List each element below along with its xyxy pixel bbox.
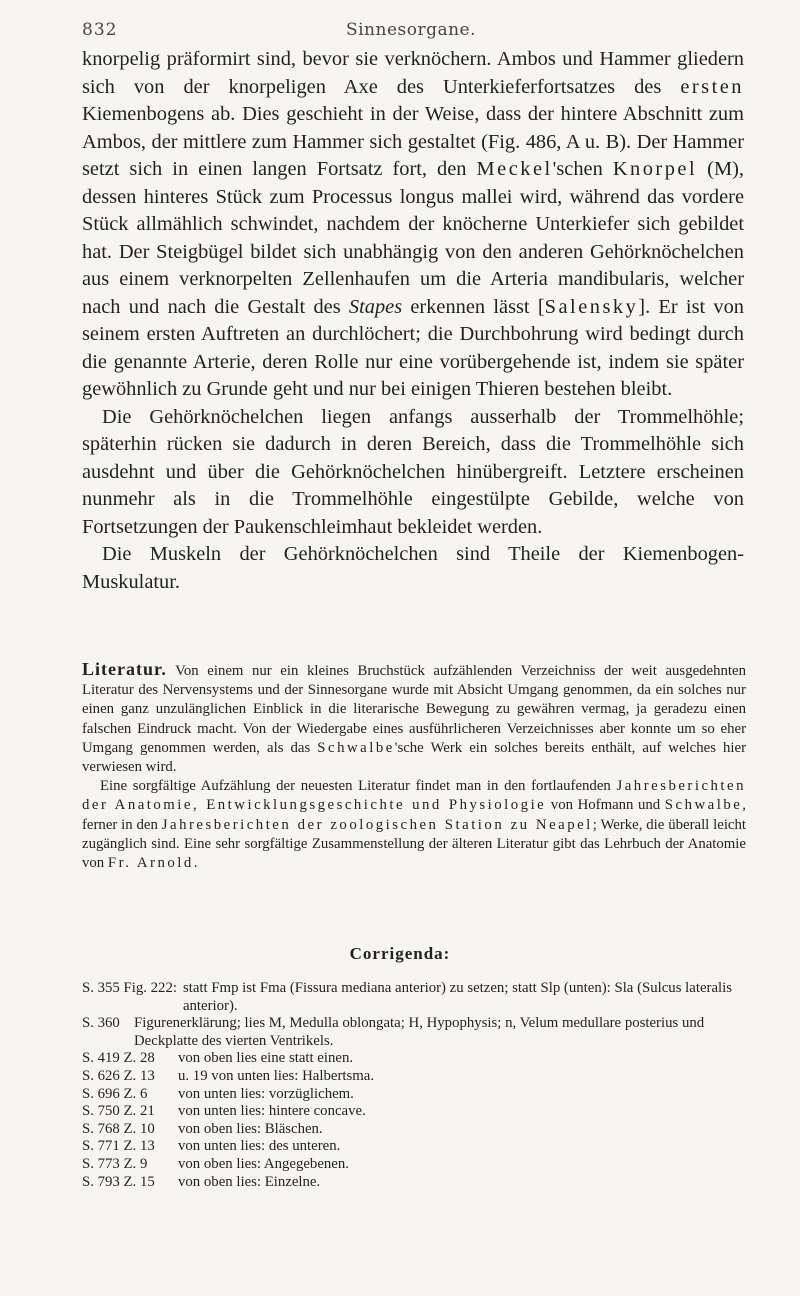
corrigenda-entry: S. 773 Z. 9 von oben lies: Angegebenen. <box>82 1155 349 1172</box>
corrigenda-entry: S. 355 Fig. 222: statt Fmp ist Fma (Fissura mediana anterior) zu setzen; statt Slp (unten): Sla (Sulcus lateralis anterior). <box>82 980 732 1014</box>
paragraph-2: Die Gehörknöchelchen liegen anfangs ausserhalb der Trommelhöhle; späterhin rücken sie dadurch in deren Bereich, dass die Trommelhöhle sich ausdehnt und über die Gehörknöchelchen hinübergreift. Letztere erscheinen nunmehr als in die Trommelhöhle eingestülpte Gebilde, welche von Fortsetzungen der Paukenschleimhaut bekleidet werden. <box>82 405 744 538</box>
corrigenda-entry: S. 626 Z. 13 u. 19 von unten lies: Halbertsma. <box>82 1067 375 1084</box>
corrigenda-list <box>82 980 746 1191</box>
corrigenda-entry: S. 696 Z. 6 von unten lies: vorzüglichem. <box>82 1085 354 1102</box>
literatur-heading: Literatur. <box>82 659 167 679</box>
page-number: 832 <box>82 20 118 40</box>
literatur-paragraph-1: Literatur. Von einem nur ein kleines Bruchstück aufzählenden Verzeichniss der weit ausgedehnten Literatur des Nervensystems und der Sinnesorgane wurde mit Absicht Umgang genommen, da ein solches nur einen ganz unzulänglichen Einblick in die literarische Bewegung zu gewähren vermag, ja geradezu einen falschen Eindruck macht. Von der Wiedergabe eines ausführlicheren Verzeichnisses aber konnte um so eher Umgang genommen werden, als das Schwalbe'sche Werk ein solches bereits enthält, auf welches hier verwiesen wird. <box>82 659 746 776</box>
paragraph-1: knorpelig präformirt sind, bevor sie verknöchern. Ambos und Hammer gliedern sich von der knorpeligen Axe des Unterkieferfortsatzes des ersten Kiemenbogens ab. Dies geschieht in der Weise, dass der hintere Abschnitt zum Ambos, der mittlere zum Hammer sich gestaltet (Fig. 486, A u. B). Der Hammer setzt sich in einen langen Fortsatz fort, den Meckel'schen Knorpel (M), dessen hinteres Stück zum Processus longus mallei wird, während das vordere Stück allmählich schwindet, nachdem der knöcherne Unterkiefer sich gebildet hat. Der Steigbügel bildet sich unabhängig von den anderen Gehörknöchelchen aus einem verknorpelten Zellenhaufen um die Arteria mandibularis, welcher nach und nach die Gestalt des Stapes erkennen lässt [Salensky]. Er ist von seinem ersten Auftreten an durchlöchert; die Durchbohrung wird bedingt durch die genannte Arterie, deren Rolle nur eine vorübergehende ist, indem sie später gewöhnlich zu Grunde geht und nur bei einigen Thieren bestehen bleibt. <box>82 48 744 400</box>
main-text <box>82 46 744 596</box>
corrigenda-entry: S. 793 Z. 15 von oben lies: Einzelne. <box>82 1173 321 1190</box>
corrigenda-entry: S. 360 Figurenerklärung; lies M, Medulla oblongata; H, Hypophysis; n, Velum medullare posterius und Deckplatte des vierten Ventrikels. <box>82 1015 705 1049</box>
running-title: Sinnesorgane. <box>345 20 477 40</box>
literatur-section <box>82 660 746 873</box>
corrigenda-title: Corrigenda: <box>349 944 451 963</box>
corrigenda-entry: S. 768 Z. 10 von oben lies: Bläschen. <box>82 1120 323 1137</box>
paragraph-3: Die Muskeln der Gehörknöchelchen sind Theile der Kiemenbogen-Muskulatur. <box>82 543 744 593</box>
corrigenda-entry: S. 771 Z. 13 von unten lies: des unteren. <box>82 1138 341 1155</box>
corrigenda-entry: S. 750 Z. 21 von unten lies: hintere concave. <box>82 1103 366 1120</box>
corrigenda-entry: S. 419 Z. 28 von oben lies eine statt einen. <box>82 1050 354 1067</box>
literatur-paragraph-2: Eine sorgfältige Aufzählung der neuesten Literatur findet man in den fortlaufenden Jahresberichten der Anatomie, Entwicklungsgeschichte und Physiologie von Hofmann und Schwalbe, ferner in den Jahresberichten der zoologischen Station zu Neapel; Werke, die überall leicht zugänglich sind. Eine sehr sorgfältige Zusammenstellung der älteren Literatur gibt das Lehrbuch der Anatomie von Fr. Arnold. <box>82 778 747 872</box>
